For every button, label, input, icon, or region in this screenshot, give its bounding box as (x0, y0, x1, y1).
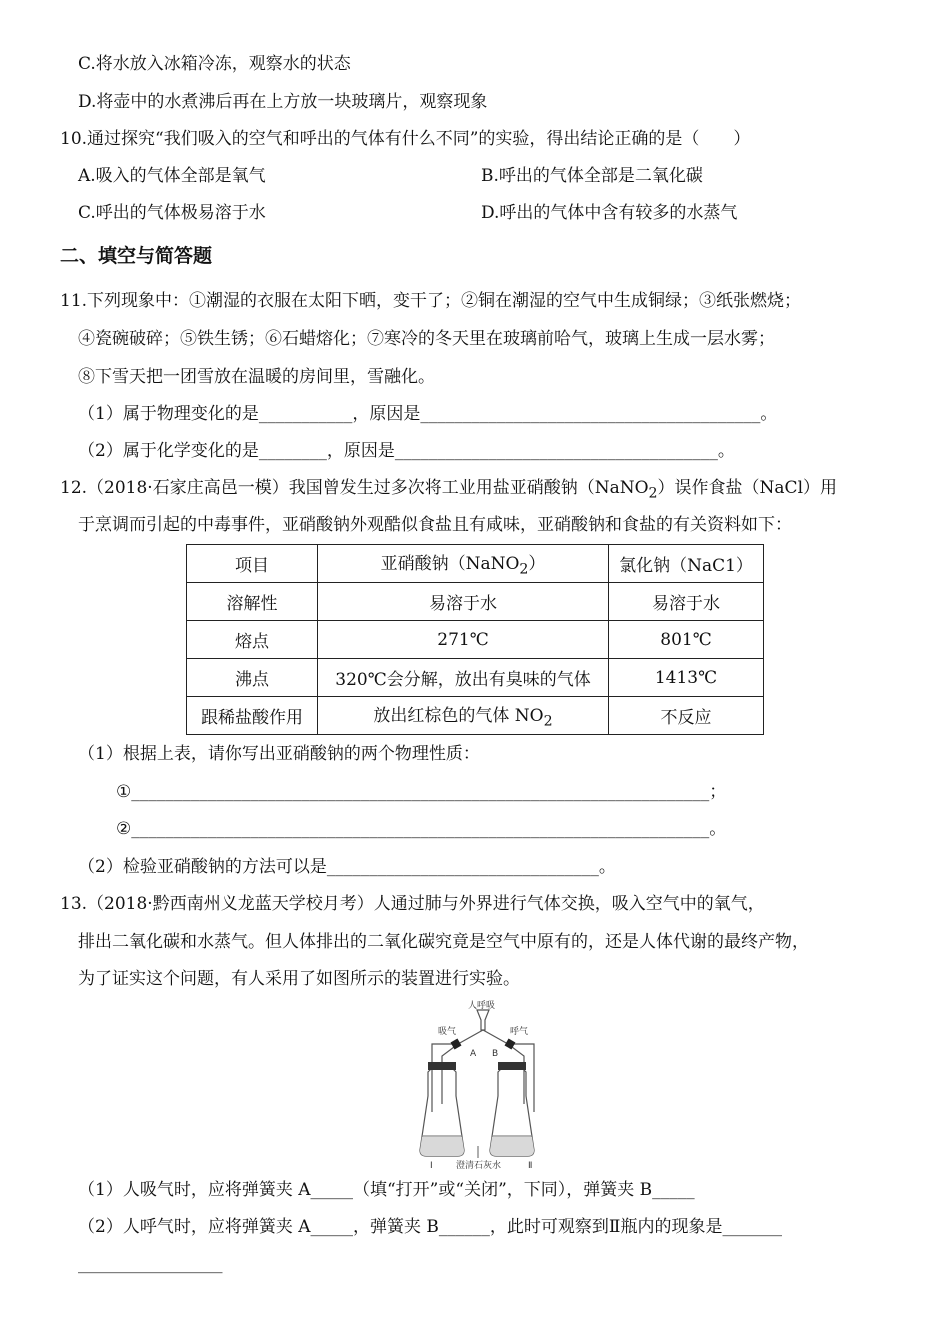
table-cell: 跟稀盐酸作用 (187, 697, 318, 735)
label-clamp-a: A (470, 1049, 477, 1059)
table-cell: 溶解性 (187, 583, 318, 621)
properties-table (186, 544, 764, 735)
table-cell: 放出红棕色的气体 $NO_2$ (318, 697, 609, 735)
q11-line-2: ④瓷碗破碎；⑤铁生锈；⑥石蜡熔化；⑦寒冷的冬天里在玻璃前哈气，玻璃上生成一层水雾； (78, 329, 775, 349)
label-clamp-b: B (492, 1049, 499, 1059)
q12-sub-2: （2）检验亚硝酸钠的方法可以是________________________________。 (78, 857, 616, 877)
limewater-left (420, 1137, 464, 1156)
label-breath: 人呼吸 (468, 1001, 496, 1011)
label-inhale: 吸气 (438, 1027, 457, 1037)
table-cell: 沸点 (187, 659, 318, 697)
q12-sub-1: （1）根据上表，请你写出亚硝酸钠的两个物理性质： (78, 744, 480, 764)
section-title: 二、填空与简答题 (60, 245, 213, 267)
table-cell: 亚硝酸钠（NaNO$_2$） (318, 545, 609, 583)
table-cell: 320℃会分解，放出有臭味的气体 (318, 659, 609, 697)
table-cell: 易溶于水 (609, 583, 764, 621)
q12-blank-1: ①____________________________________________________________________； (116, 782, 727, 802)
q13-sub-2: （2）人呼气时，应将弹簧夹 A_____，弹簧夹 B______，此时可观察到Ⅱ瓶内的现象是_______ (78, 1217, 782, 1237)
q9-option-d: D.将壶中的水煮沸后再在上方放一块玻璃片，观察现象 (78, 92, 488, 112)
q10-stem: 10.通过探究“我们吸入的空气和呼出的气体有什么不同”的实验，得出结论正确的是（ ） (60, 129, 751, 149)
table-cell: 易溶于水 (318, 583, 609, 621)
q12-line-2: 于烹调而引起的中毒事件，亚硝酸钠外观酷似食盐且有咸味，亚硝酸钠和食盐的有关资料如下： (78, 515, 792, 535)
q9-option-c: C.将水放入冰箱冷冻，观察水的状态 (78, 54, 351, 74)
table-cell: 项目 (187, 545, 318, 583)
q12-line-1: 12.（2018·石家庄高邑一模）我国曾发生过多次将工业用盐亚硝酸钠（NaNO$_2$）误作食盐（NaCl）用 (60, 478, 838, 502)
table-cell: 熔点 (187, 621, 318, 659)
table-cell: 不反应 (609, 697, 764, 735)
q10-option-a: A.吸入的气体全部是氧气 (78, 166, 266, 186)
stopper-left (428, 1062, 456, 1070)
q13-line-1: 13.（2018·黔西南州义龙蓝天学校月考）人通过肺与外界进行气体交换，吸入空气中的氧气， (60, 894, 765, 914)
q11-line-1: 11.下列现象中：①潮湿的衣服在太阳下晒，变干了；②铜在潮湿的空气中生成铜绿；③纸张燃烧； (60, 291, 802, 311)
q13-line-2: 排出二氧化碳和水蒸气。但人体排出的二氧化碳究竟是空气中原有的，还是人体代谢的最终产物， (78, 932, 809, 952)
label-exhale: 呼气 (510, 1027, 529, 1037)
q13-sub-2-continued: _________________ (78, 1254, 223, 1274)
q11-sub-1: （1）属于物理变化的是___________，原因是________________________________________。 (78, 404, 778, 424)
limewater-right (490, 1137, 534, 1156)
label-flask-2: Ⅱ (528, 1161, 533, 1170)
stopper-right (498, 1062, 526, 1070)
q13-line-3: 为了证实这个问题，有人采用了如图所示的装置进行实验。 (78, 969, 520, 989)
table-cell: 氯化钠（NaC1） (609, 545, 764, 583)
q13-sub-1: （1）人吸气时，应将弹簧夹 A_____（填“打开”或“关闭”，下同），弹簧夹 B_____ (78, 1180, 695, 1200)
table-cell: 801℃ (609, 621, 764, 659)
table-row (187, 659, 764, 697)
q12-blank-2: ②____________________________________________________________________。 (116, 819, 727, 839)
table-row (187, 697, 764, 735)
q10-option-b: B.呼出的气体全部是二氧化碳 (481, 166, 703, 186)
q10-option-d: D.呼出的气体中含有较多的水蒸气 (481, 203, 738, 223)
table-row (187, 621, 764, 659)
q10-option-c: C.呼出的气体极易溶于水 (78, 203, 266, 223)
label-limewater: 澄清石灰水 (456, 1161, 502, 1170)
table-row (187, 583, 764, 621)
table-header-row (187, 545, 764, 583)
table-cell: 271℃ (318, 621, 609, 659)
gas-exchange-apparatus (418, 1000, 548, 1170)
label-flask-1: Ⅰ (430, 1161, 433, 1170)
table-cell: 1413℃ (609, 659, 764, 697)
q11-sub-2: （2）属于化学变化的是________，原因是______________________________________。 (78, 441, 735, 461)
q11-line-3: ⑧下雪天把一团雪放在温暖的房间里，雪融化。 (78, 367, 435, 387)
